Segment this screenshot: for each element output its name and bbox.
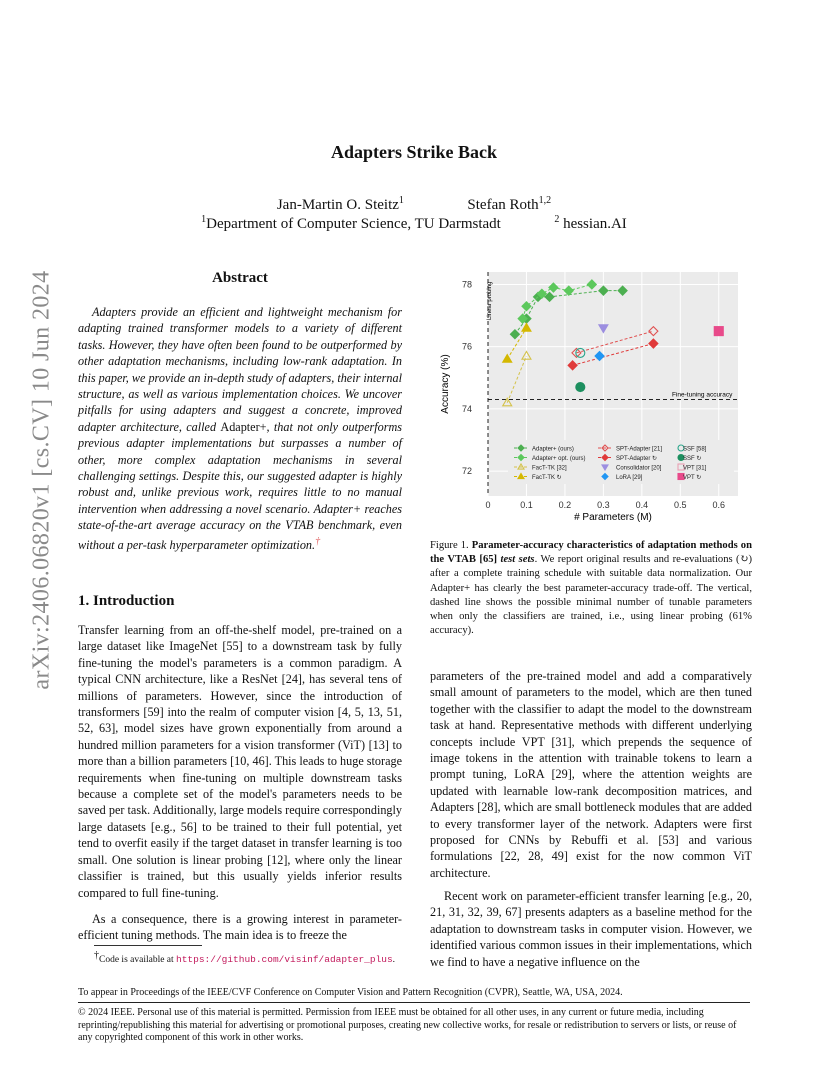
- caption-text: . We report original results and re-evaluations (↻) after a complete training schedule with suitable data normalization. Our Adapter+ has clearly the best parameter-accuracy trade-off. The vertical, dashed line shows the possible minimal number of tunable parameters when only the classifiers are trained, i.e., using linear probing (61% accuracy).: [430, 554, 752, 637]
- legend-label: SSF [58]: [683, 446, 707, 453]
- chart-legend: [508, 440, 734, 484]
- author-name: Jan-Martin O. Steitz: [276, 197, 399, 213]
- affiliation-sup: 2: [554, 214, 560, 225]
- linear-probing-label: Linear probing: [487, 281, 493, 320]
- x-tick-label: 0.4: [635, 500, 649, 510]
- y-tick-label: 76: [461, 341, 472, 352]
- right-paragraph: parameters of the pre-trained model and add a comparatively small amount of parameters to the model, which are then tuned together with the classifier to adapt the model to the downstream task at hand. Representative methods with different underlying concepts include VPT [31], which prepends the sequence of image tokens in the attention with trainable tokens to learn a prompt tuning, LoRA [29], where the attention weights are updated with learnable low-rank decomposition matrices, and Adapters [28], which are small bottleneck modules that are added to every transformer layer of the network. Adapters were first proposed for CNNs by Rebuffi et al. [53] and various formulations [22, 28, 49] exist for the now common ViT architecture.: [430, 669, 752, 880]
- abstract-body: [78, 304, 402, 553]
- y-axis-label: Accuracy (%): [440, 354, 451, 414]
- footnote: †Code is available at https://github.com/visinf/adapter_plus.: [94, 950, 396, 966]
- x-tick-label: 0: [485, 500, 491, 510]
- legend-label: LoRA [29]: [616, 475, 643, 481]
- data-series: [714, 327, 723, 336]
- legend-label: SPT-Adapter [21]: [616, 446, 663, 453]
- finetuning-label: Fine-tuning accuracy: [672, 391, 733, 399]
- code-link[interactable]: https://github.com/visinf/adapter_plus: [176, 954, 393, 966]
- venue-note: To appear in Proceedings of the IEEE/CVF Conference on Computer Vision and Pattern Recognition (CVPR), Seattle, WA, USA, 2024.: [78, 987, 623, 998]
- adapter-plus-name: Adapter+: [220, 419, 267, 434]
- x-tick-label: 0.1: [520, 500, 533, 510]
- legend-label: FacT-TK [32]: [532, 465, 567, 472]
- caption-label: Figure 1.: [430, 540, 469, 551]
- data-point: [576, 383, 585, 392]
- figure-caption: [430, 539, 752, 638]
- affiliation-sup: 1: [201, 214, 207, 225]
- copyright-notice: © 2024 IEEE. Personal use of this material is permitted. Permission from IEEE must be obtained for all other uses, in any current or future media, including reprinting/republishing this material for advertising or promotional purposes, creating new collective works, for resale or redistribution to servers or lists, or reuse of any copyrighted component of this work in other works.: [78, 1007, 737, 1043]
- intro-paragraph: Transfer learning from an off-the-shelf model, pre-trained on a large dataset like ImageNet [55] to a downstream task by fully fine-tuning the model's parameters is a common paradigm. A typical CNN architecture, like a ResNet [24], has several tens of millions of parameters. However, since the introduction of transformers [59] into the realm of computer vision [4, 5, 13, 51, 52, 63], model sizes have grown exponentially from around a hundred million parameters for a vision transformer (ViT) [13] to more than a billion parameters [10, 46]. This leads to huge storage requirements when fine-tuning on multiple downstream tasks because a complete set of the model's parameters needs to be saved per task. Additionally, large models require correspondingly large datasets [e.g., 56] to be trained to their full potential, yet tend to overfit easily if the target dataset in transfer learning is too small. One solution is linear probing [12], where only the linear classifier is trained, but this usually yields inferior results compared to full fine-tuning.: [78, 623, 402, 900]
- section-heading: 1. Introduction: [78, 593, 175, 609]
- footnote-divider: [94, 945, 202, 946]
- affiliation-name: hessian.AI: [563, 216, 627, 232]
- x-tick-label: 0.6: [712, 500, 726, 510]
- footnote-mark: †: [315, 535, 321, 547]
- author-list: [0, 195, 828, 214]
- x-tick-label: 0.5: [674, 500, 687, 510]
- affiliation-list: [0, 214, 828, 233]
- caption-test-sets: test sets: [500, 554, 535, 566]
- abstract-heading: Abstract: [212, 270, 268, 286]
- affiliation-name: Department of Computer Science, TU Darmstadt: [206, 216, 501, 232]
- legend-label: SSF ↻: [683, 456, 702, 462]
- paper-title: Adapters Strike Back: [331, 142, 497, 162]
- footnote-mark: †: [94, 950, 99, 961]
- legend-label: Consolidator [20]: [616, 465, 662, 472]
- legend-label: Adapter+ opt. (ours): [532, 456, 586, 462]
- intro-paragraph: As a consequence, there is a growing interest in parameter-efficient tuning methods. The main idea is to freeze the: [78, 912, 402, 943]
- author-sup: 1,2: [538, 195, 552, 206]
- legend-label: SPT-Adapter ↻: [616, 456, 658, 462]
- figure-chart: [430, 268, 752, 530]
- legend-label: VPT [31]: [683, 465, 707, 472]
- y-tick-label: 78: [461, 279, 472, 290]
- data-series: [576, 383, 585, 392]
- bottom-divider: [78, 1002, 750, 1003]
- caption-title: Parameter-accuracy characteristics of adaptation methods on the VTAB [65]: [430, 540, 752, 566]
- legend-label: VPT ↻: [683, 475, 702, 481]
- right-paragraph: Recent work on parameter-efficient transfer learning [e.g., 20, 21, 31, 32, 39, 67] presents adapters as a baseline method for the adaptation to downstream tasks in computer vision. However, we identified various common issues in their implementations, which we find to have a negative influence on the: [430, 889, 752, 969]
- arxiv-identifier: [22, 270, 62, 690]
- x-tick-label: 0.3: [597, 500, 610, 510]
- arxiv-id-text: arXiv:2406.06820v1 [cs.CV] 10 Jun 2024: [28, 270, 55, 690]
- data-point: [714, 327, 723, 336]
- author-sup: 1: [398, 195, 404, 206]
- legend-label: Adapter+ (ours): [532, 446, 574, 453]
- y-tick-label: 72: [461, 466, 472, 477]
- author-name: Stefan Roth: [467, 197, 539, 213]
- abstract-text: , that not only outperforms previous adapter implementations but surpasses a number of other, more complex adaptation mechanisms in several challenging settings. Despite this, our suggested adapter is highly robust and, unlike previous work, requires little to no manual intervention when addressing a novel scenario. Adapter+ reaches state-of-the-art average accuracy on the VTAB benchmark, even without a per-task hyperparameter optimization.: [78, 419, 402, 552]
- x-axis-label: # Parameters (M): [574, 512, 652, 523]
- legend-label: FacT-TK ↻: [532, 475, 562, 481]
- footnote-text: Code is available at: [99, 955, 177, 966]
- y-tick-label: 74: [461, 403, 472, 414]
- x-tick-label: 0.2: [558, 500, 572, 510]
- abstract-text: Adapters provide an efficient and lightweight mechanism for adapting trained transformer models to a variety of different tasks. However, they have often been found to be outperformed by other adaptation mechanisms, including low-rank adaptation. In this paper, we provide an in-depth study of adapters, their internal structure, as well as various implementation choices. We uncover pitfalls for using adapters and suggest a concrete, improved adapter architecture, called: [78, 305, 402, 434]
